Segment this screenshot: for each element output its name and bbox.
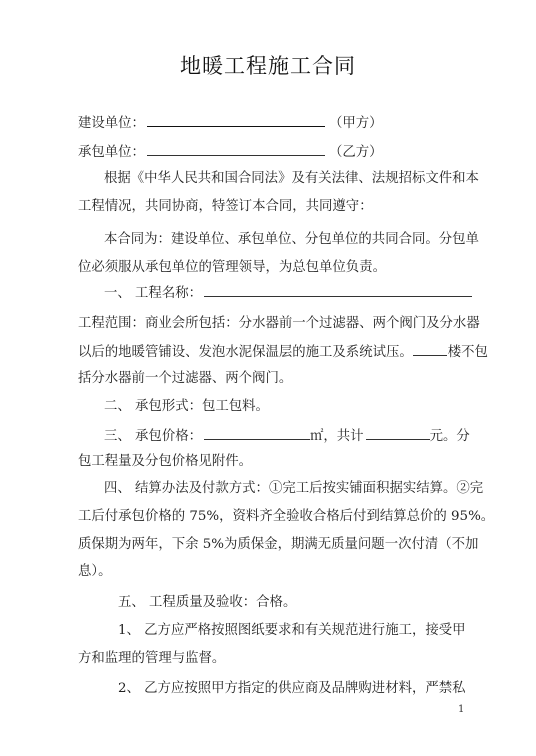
- section-4-line-3: 质保期为两年，下余 5%为质保金，期满无质量问题一次付清（不加: [78, 537, 479, 552]
- intro-line-2: 工程情况，共同协商，特签订本合同，共同遵守：: [78, 199, 373, 214]
- party-a-label: 建设单位：: [78, 116, 145, 131]
- scope-line-2-text: 以后的地暖管铺设、发泡水泥保温层的施工及系统试压。: [78, 345, 413, 360]
- intro-line-1: 根据《中华人民共和国合同法》及有关法律、法规招标文件和本: [104, 171, 479, 186]
- section-4-line-2: 工后付承包价格的 75%，资料齐全验收合格后付到结算总价的 95%。: [78, 509, 495, 524]
- party-a-line: [78, 113, 383, 133]
- section-3-line-2: 包工程量及分包价格见附件。: [78, 454, 253, 469]
- total-price-blank[interactable]: [366, 426, 430, 440]
- item-1-line-1: 1、 乙方应严格按照图纸要求和有关规范进行施工，接受甲: [118, 623, 466, 638]
- item-2-line-1: 2、 乙方应按照甲方指定的供应商及品牌购进材料，严禁私: [118, 681, 466, 696]
- party-a-blank[interactable]: [147, 113, 325, 127]
- section-3-label: 三、 承包价格：: [104, 429, 202, 444]
- project-name-blank[interactable]: [204, 283, 472, 297]
- section-5-line: 五、 工程质量及验收：合格。: [118, 595, 297, 610]
- scope-line-2: [78, 342, 488, 362]
- section-3-unit: ㎡，共计: [310, 429, 364, 444]
- scope-line-1: 工程范围：商业会所包括：分水器前一个过滤器、两个阀门及分水器: [78, 316, 480, 331]
- section-3-tail: 元。分: [429, 429, 470, 444]
- party-a-role: （甲方）: [328, 116, 383, 131]
- section-2-line: 二、 承包形式：包工包料。: [104, 399, 269, 414]
- party-b-role: （乙方）: [328, 145, 383, 160]
- building-blank[interactable]: [413, 342, 447, 356]
- para2-line-2: 位必须服从承包单位的管理领导，为总包单位负责。: [78, 260, 386, 275]
- section-3-line: [104, 426, 470, 446]
- section-1-label: 一、 工程名称：: [104, 286, 202, 301]
- section-4-line-1: 四、 结算办法及付款方式：①完工后按实铺面积据实结算。②完: [104, 481, 484, 496]
- party-b-line: [78, 142, 383, 162]
- party-b-label: 承包单位：: [78, 145, 145, 160]
- page-number: 1: [458, 704, 465, 715]
- party-b-blank[interactable]: [147, 142, 325, 156]
- page-title: 地暖工程施工合同: [180, 54, 356, 78]
- section-4-line-4: 息）。: [78, 564, 112, 579]
- section-1-line: [104, 283, 472, 303]
- item-1-line-2: 方和监理的管理与监督。: [78, 651, 226, 666]
- scope-line-3: 括分水器前一个过滤器、两个阀门。: [78, 371, 293, 386]
- scope-line-2-tail: 楼不包: [447, 345, 488, 360]
- unit-price-blank[interactable]: [204, 426, 310, 440]
- para2-line-1: 本合同为：建设单位、承包单位、分包单位的共同合同。分包单: [104, 232, 479, 247]
